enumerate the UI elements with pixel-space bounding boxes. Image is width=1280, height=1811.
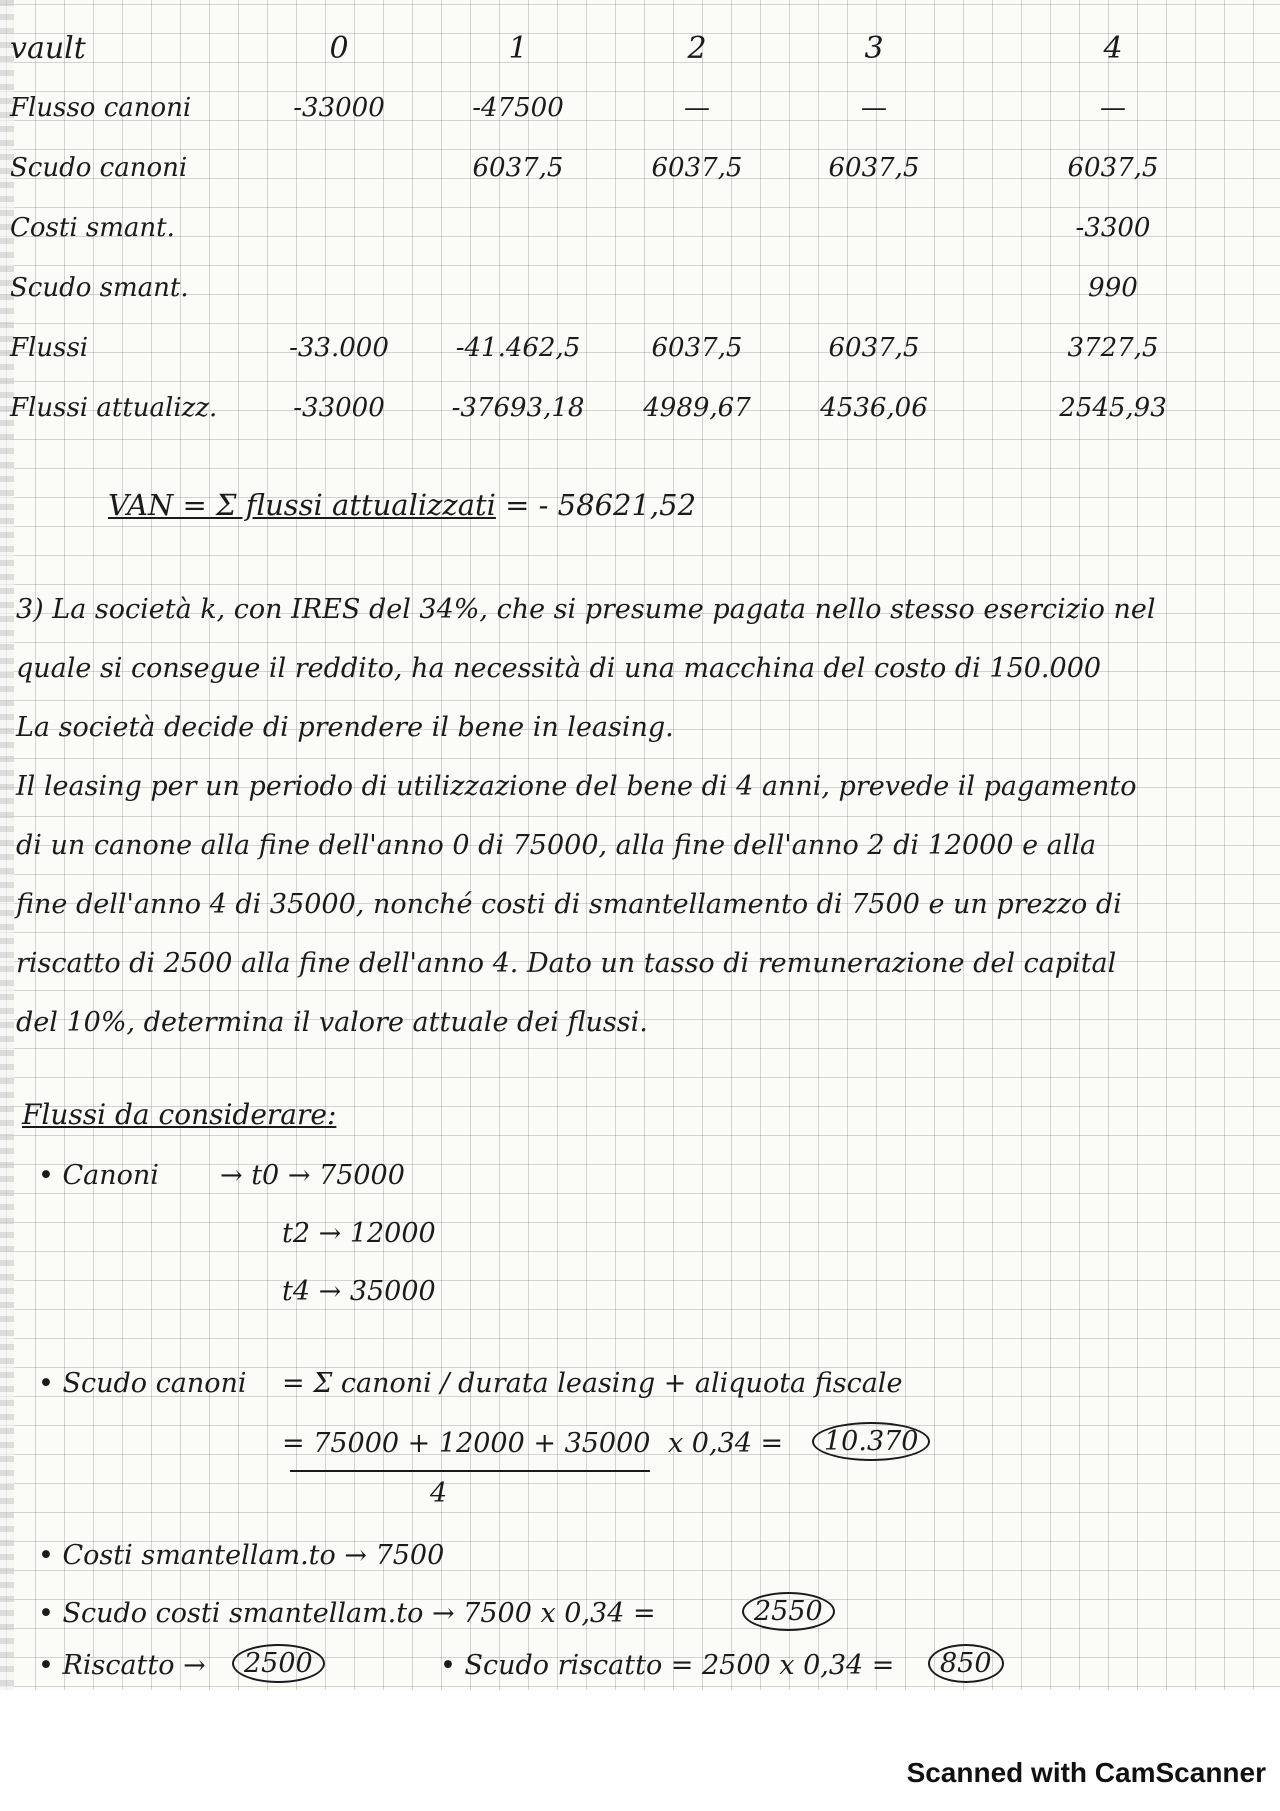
table-cell: 6037,5 (472, 153, 564, 183)
table-row (6, 78, 1254, 138)
riscatto-value: 2500 (232, 1644, 325, 1683)
table-header-cell: 3 (864, 30, 884, 66)
problem-statement (16, 580, 1266, 1052)
problem-line: fine dell'anno 4 di 35000, nonché costi di smantellamento di 7500 e un prezzo di (16, 889, 1122, 920)
table-header-cell: 2 (687, 30, 707, 66)
table-cell: 990 (1088, 273, 1138, 303)
problem-line: del 10%, determina il valore attuale dei flussi. (16, 1007, 648, 1038)
problem-line: quale si consegue il reddito, ha necessità di una macchina del costo di 150.000 (16, 653, 1102, 684)
cash-flow-table (6, 18, 1254, 438)
flows-title: Flussi da considerare: (22, 1098, 337, 1131)
table-cell: -33000 (293, 93, 385, 123)
table-cell: 6037,5 (651, 333, 743, 363)
canoni-label: • Canoni (38, 1160, 159, 1191)
riscatto-label: • Riscatto → (38, 1650, 206, 1681)
table-cell: -3300 (1075, 213, 1151, 243)
riscatto-value-wrap (232, 1648, 325, 1679)
row-label: Flusso canoni (10, 93, 192, 123)
table-cell (260, 198, 418, 258)
table-row (6, 198, 1254, 258)
row-label: Costi smant. (10, 213, 175, 243)
row-label: Scudo canoni (10, 153, 188, 183)
problem-line: 3) La società k, con IRES del 34%, che si presume pagata nello stesso esercizio nel (16, 594, 1156, 625)
problem-line: di un canone alla fine dell'anno 0 di 75000, alla fine dell'anno 2 di 12000 e alla (16, 830, 1097, 861)
table-cell (418, 258, 618, 318)
table-cell (776, 258, 972, 318)
van-value: = - 58621,52 (505, 488, 697, 522)
scudo-canoni-result-wrap (812, 1426, 930, 1457)
table-cell: — (861, 93, 887, 123)
table-cell (260, 258, 418, 318)
scudo-smantellamento-label: • Scudo costi smantellam.to → 7500 x 0,34 = (38, 1598, 656, 1629)
canone-t4: t4 → 35000 (282, 1276, 436, 1307)
table-row (6, 258, 1254, 318)
van-result (108, 488, 696, 522)
table-cell: 3727,5 (1067, 333, 1159, 363)
problem-line: Il leasing per un periodo di utilizzazione del bene di 4 anni, prevede il pagamento (16, 771, 1137, 802)
canone-t0: → t0 → 75000 (220, 1160, 405, 1191)
scudo-canoni-formula: = Σ canoni / durata leasing + aliquota fiscale (282, 1368, 903, 1399)
table-cell: — (684, 93, 710, 123)
van-label: VAN = Σ flussi attualizzati (108, 488, 496, 522)
scudo-riscatto-value-wrap (928, 1648, 1004, 1679)
table-cell: -37693,18 (451, 393, 585, 423)
scudo-smantellamento-result: 2550 (742, 1592, 835, 1631)
table-cell: 4536,06 (820, 393, 928, 423)
row-label: Scudo smant. (10, 273, 189, 303)
table-cell (260, 138, 418, 198)
table-header-cell: 4 (1103, 30, 1123, 66)
problem-line: La società decide di prendere il bene in leasing. (16, 712, 674, 743)
row-label: Flussi (10, 333, 89, 363)
table-row (6, 138, 1254, 198)
problem-line: riscatto di 2500 alla fine dell'anno 4. Dato un tasso di remunerazione del capital (16, 948, 1117, 979)
table-header-cell: 0 (329, 30, 349, 66)
table-cell: 2545,93 (1059, 393, 1167, 423)
table-cell (776, 198, 972, 258)
canone-t2: t2 → 12000 (282, 1218, 436, 1249)
table-header-row (6, 18, 1254, 78)
table-cell: -41.462,5 (455, 333, 581, 363)
costi-smantellamento: • Costi smantellam.to → 7500 (38, 1540, 445, 1571)
table-header-cell: vault (10, 30, 86, 66)
fraction-line (290, 1470, 650, 1472)
table-cell (618, 258, 776, 318)
table-cell: 6037,5 (828, 333, 920, 363)
table-cell: — (1100, 93, 1126, 123)
row-label: Flussi attualizz. (10, 393, 218, 423)
scudo-canoni-label: • Scudo canoni (38, 1368, 247, 1399)
table-cell: 6037,5 (1067, 153, 1159, 183)
scudo-canoni-numerator: = 75000 + 12000 + 35000 (282, 1428, 651, 1459)
scanner-watermark: Scanned with CamScanner (906, 1757, 1266, 1788)
table-cell (618, 198, 776, 258)
scudo-canoni-times: x 0,34 = (668, 1428, 784, 1459)
table-header-cell: 1 (508, 30, 528, 66)
table-row (6, 318, 1254, 378)
scudo-canoni-denominator: 4 (430, 1478, 448, 1509)
table-row (6, 378, 1254, 438)
table-cell: -33.000 (289, 333, 389, 363)
table-cell: -33000 (293, 393, 385, 423)
scudo-riscatto-label: • Scudo riscatto = 2500 x 0,34 = (440, 1650, 895, 1681)
scudo-smantellamento-result-wrap (742, 1596, 835, 1627)
scudo-canoni-result: 10.370 (812, 1422, 930, 1461)
table-cell: 4989,67 (643, 393, 751, 423)
table-cell: 6037,5 (651, 153, 743, 183)
table-cell: -47500 (472, 93, 564, 123)
table-cell: 6037,5 (828, 153, 920, 183)
table-cell (418, 198, 618, 258)
scudo-riscatto-value: 850 (928, 1644, 1004, 1683)
